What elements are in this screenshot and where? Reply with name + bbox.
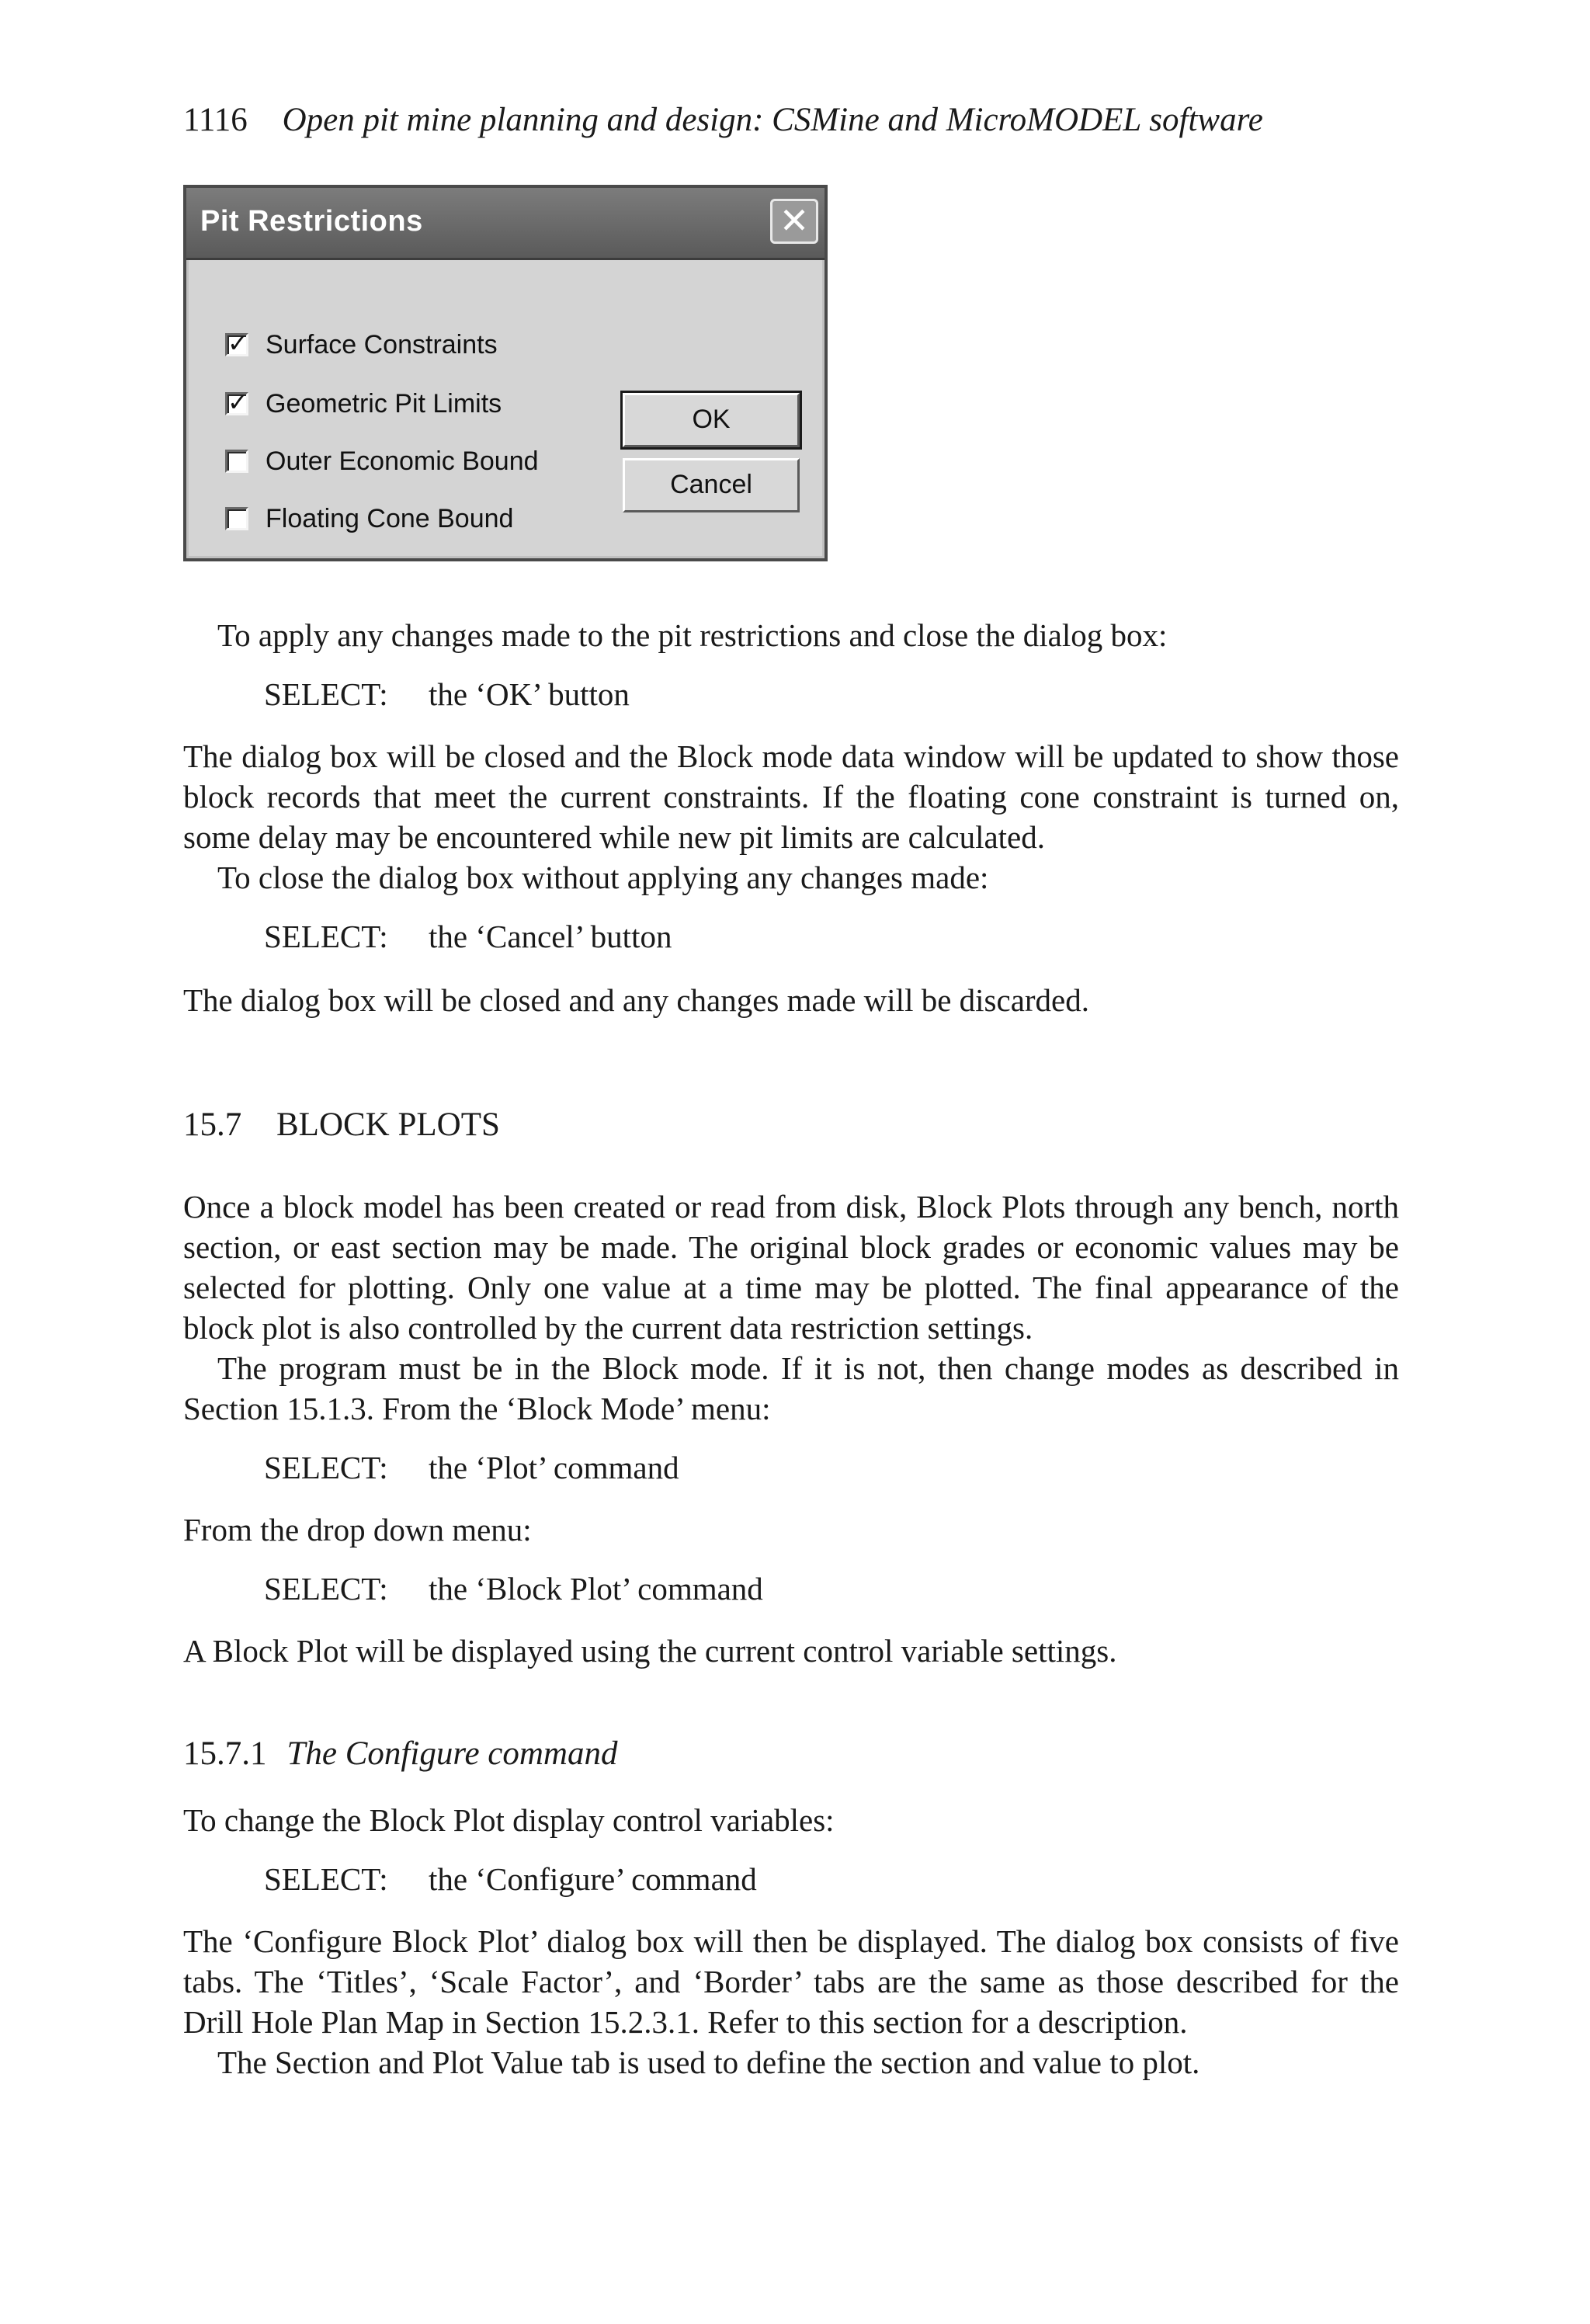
- paragraph: The ‘Configure Block Plot’ dialog box will then be displayed. The dialog box consists of five tabs. The ‘Titles’, ‘Scale Factor’, and ‘Border’ tabs are the same as those described for the Drill Hole Plan Map in Section 15.2.3.1. Refer to this section for a description.: [183, 1923, 1399, 2040]
- cancel-button[interactable]: [623, 458, 800, 512]
- paragraph: To close the dialog box without applying any changes made:: [217, 860, 989, 895]
- select-text: the ‘Cancel’ button: [429, 919, 672, 954]
- select-text: the ‘Block Plot’ command: [429, 1571, 763, 1607]
- running-title: Open pit mine planning and design: CSMine and MicroMODEL software: [282, 102, 1263, 138]
- select-keyword: SELECT:: [264, 676, 388, 712]
- select-instruction: [264, 1570, 763, 1607]
- select-instruction: [264, 1449, 679, 1486]
- select-keyword: SELECT:: [264, 1861, 388, 1897]
- paragraph: To apply any changes made to the pit restrictions and close the dialog box:: [217, 617, 1168, 653]
- checkmark-icon: ✓: [227, 328, 248, 358]
- checkbox-floating-cone-bound[interactable]: [225, 502, 513, 536]
- checkbox-label: Surface Constraints: [266, 329, 498, 360]
- checkbox-label: Outer Economic Bound: [266, 446, 539, 476]
- page-number: 1116: [183, 102, 248, 138]
- subsection-number: 15.7.1: [183, 1735, 267, 1772]
- ok-button[interactable]: [623, 393, 800, 447]
- select-text: the ‘Configure’ command: [429, 1861, 757, 1897]
- select-instruction: [264, 918, 672, 955]
- select-instruction: [264, 676, 630, 713]
- select-keyword: SELECT:: [264, 1571, 388, 1607]
- section-heading: [183, 1106, 500, 1144]
- subsection-title: The Configure command: [286, 1735, 618, 1772]
- checkbox-box[interactable]: [225, 387, 248, 417]
- ok-button-label: OK: [692, 405, 731, 434]
- cancel-button-label: Cancel: [670, 470, 752, 499]
- subsection-heading: [183, 1735, 618, 1773]
- paragraph: The program must be in the Block mode. If it is not, then change modes as described in Section 15.1.3. From the ‘Block Mode’ menu:: [183, 1350, 1399, 1426]
- select-instruction: [264, 1860, 757, 1898]
- checkbox-box[interactable]: [225, 328, 248, 358]
- checkbox-label: Geometric Pit Limits: [266, 388, 502, 419]
- paragraph: The dialog box will be closed and any changes made will be discarded.: [183, 982, 1089, 1018]
- paragraph: The dialog box will be closed and the Block mode data window will be updated to show those block records that meet the current constraints. If the floating cone constraint is turned on, some delay may be encountered while new pit limits are calculated.: [183, 738, 1399, 855]
- select-keyword: SELECT:: [264, 1450, 388, 1485]
- section-number: 15.7: [183, 1106, 242, 1143]
- dialog-client-area: [194, 266, 817, 551]
- checkbox-box[interactable]: [225, 450, 248, 473]
- checkmark-icon: ✓: [227, 387, 248, 417]
- checkbox-geometric-pit-limits[interactable]: [225, 387, 502, 421]
- pit-restrictions-dialog: [183, 185, 828, 561]
- checkbox-surface-constraints[interactable]: [225, 328, 498, 362]
- select-text: the ‘Plot’ command: [429, 1450, 679, 1485]
- dialog-titlebar: [186, 188, 825, 260]
- close-icon[interactable]: ✕: [770, 199, 818, 244]
- checkbox-box[interactable]: [225, 507, 248, 530]
- select-text: the ‘OK’ button: [429, 676, 630, 712]
- checkbox-label: Floating Cone Bound: [266, 503, 514, 533]
- section-title: BLOCK PLOTS: [276, 1106, 500, 1143]
- paragraph: A Block Plot will be displayed using the current control variable settings.: [183, 1633, 1117, 1669]
- paragraph: Once a block model has been created or read from disk, Block Plots through any bench, north section, or east section may be made. The original block grades or economic values may be selected for plotting. Only one value at a time may be plotted. The final appearance of the block plot is also controlled by the current data restriction settings.: [183, 1189, 1399, 1346]
- paragraph: The Section and Plot Value tab is used to define the section and value to plot.: [217, 2044, 1200, 2080]
- running-header: [183, 101, 1263, 139]
- select-keyword: SELECT:: [264, 919, 388, 954]
- checkbox-outer-economic-bound[interactable]: [225, 444, 539, 478]
- dialog-title: Pit Restrictions: [200, 205, 423, 238]
- paragraph: From the drop down menu:: [183, 1512, 532, 1548]
- paragraph: To change the Block Plot display control variables:: [183, 1802, 835, 1838]
